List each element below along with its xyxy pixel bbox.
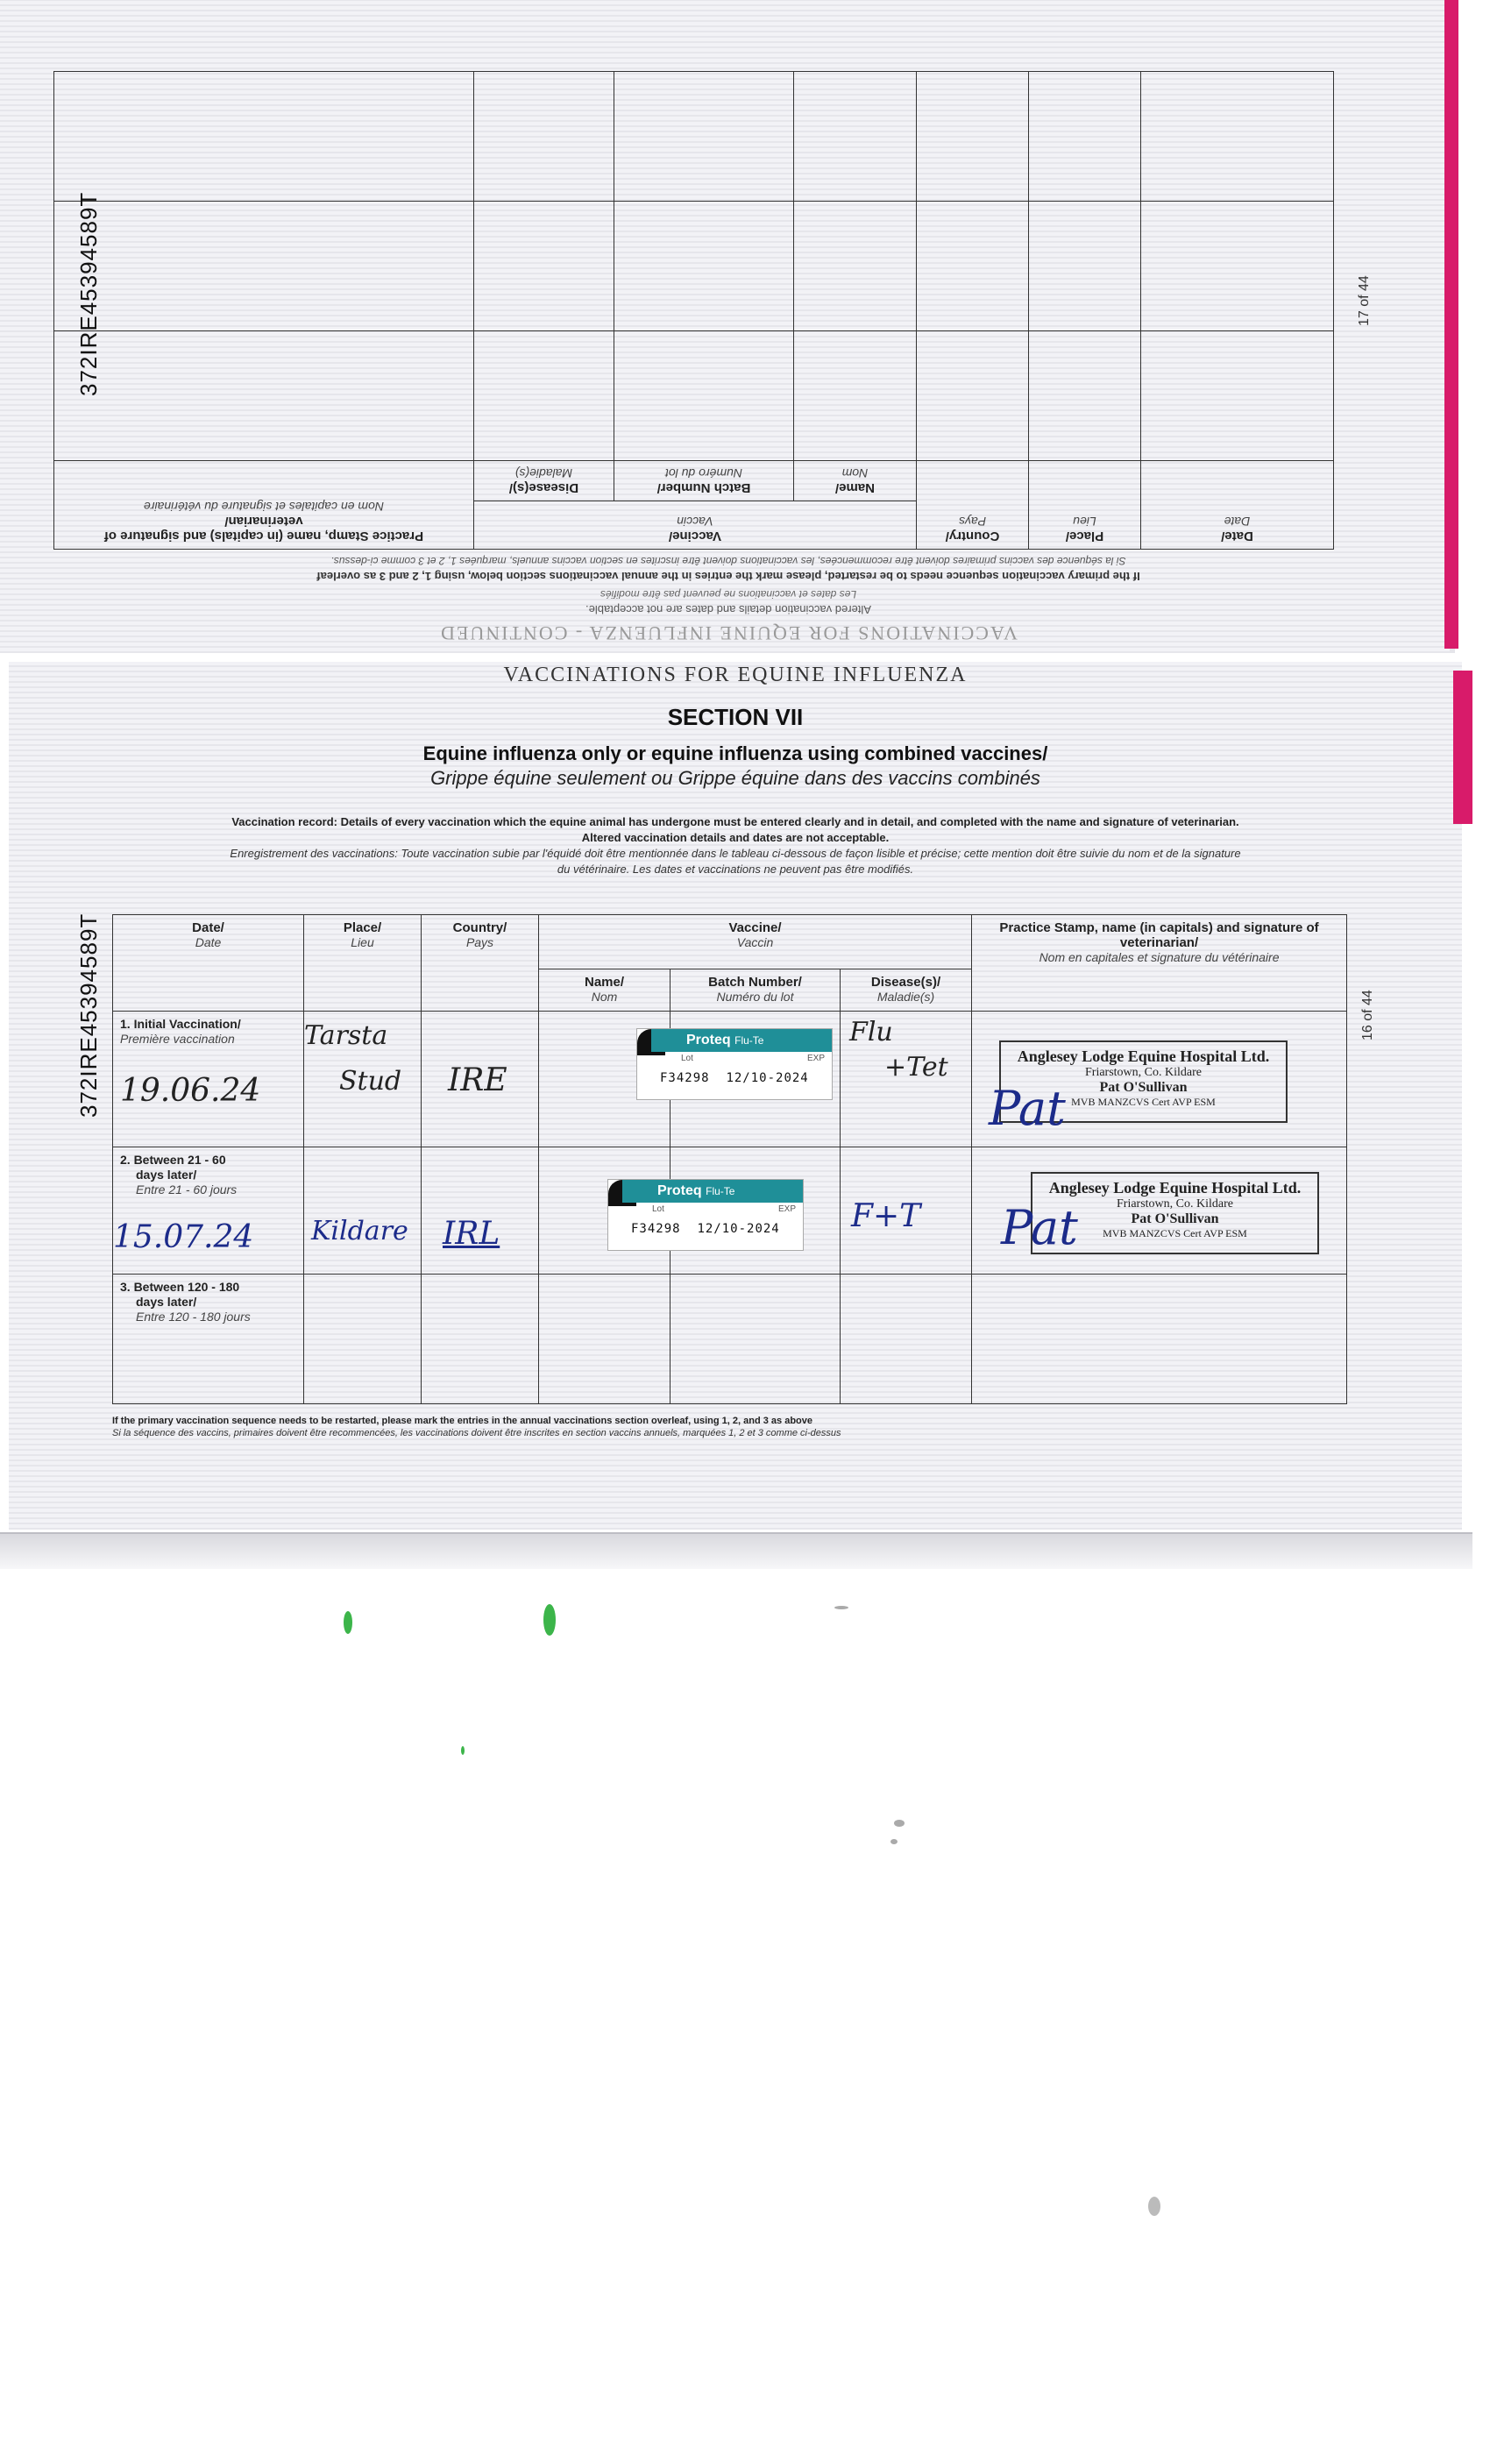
- place-cell: Kildare: [304, 1147, 422, 1275]
- section-subtitle-fr: Grippe équine seulement ou Grippe équine dans des vaccins combinés: [430, 767, 1040, 789]
- previous-page-vaccination-table: [53, 71, 1334, 550]
- previous-page-heading: VACCINATIONS FOR EQUINE INFLUENZA - CONTINUED: [439, 622, 1018, 644]
- prev-header-stamp: Practice Stamp, name (in capitals) and signature of veterinarian/ Nom en capitales et signature du vétérinaire: [53, 461, 473, 550]
- table-row-third: [113, 1275, 1347, 1404]
- vet-signature-1: Pat: [989, 1081, 1066, 1136]
- book-heading: VACCINATIONS FOR EQUINE INFLUENZA: [503, 664, 968, 686]
- header-disease: Disease(s)/ Maladie(s): [841, 969, 972, 1012]
- scan-speck: [894, 1820, 905, 1827]
- previous-page-note-3: If the primary vaccination sequence needs to be restarted, please mark the entries in the annual vaccinations section below, using 1, 2 and 3 as overleaf: [316, 570, 1140, 583]
- prev-header-country: Country/ Pays: [917, 461, 1029, 550]
- header-date: Date/ Date: [113, 915, 304, 1012]
- previous-page-note-1: Altered vaccination details and dates are not acceptable.: [585, 603, 871, 616]
- handwritten-date: 15.07.24: [113, 1219, 254, 1255]
- previous-page-upside-down: [0, 0, 1455, 653]
- record-instructions-2: Altered vaccination details and dates are not acceptable.: [581, 831, 890, 844]
- pink-page-edge: [1453, 671, 1472, 824]
- prev-header-name: Name/ Nom: [794, 461, 917, 501]
- prev-header-disease: Disease(s)/ Maladie(s): [473, 461, 614, 501]
- prev-table-row: [53, 72, 1333, 202]
- vaccine-sticker-1: Proteq Flu-Te Lot EXP F34298 12/10-2024: [636, 1028, 833, 1100]
- prev-table-row: [53, 202, 1333, 331]
- prev-header-vaccine: Vaccine/ Vaccin: [473, 501, 916, 550]
- vet-signature-2: Pat: [1001, 1200, 1078, 1255]
- previous-page-horse-id: 372IRE45394589T: [75, 191, 102, 396]
- header-vaccine: Vaccine/ Vaccin: [539, 915, 972, 969]
- country-cell: IRL: [422, 1147, 539, 1275]
- disease-cell: Flu +Tet: [841, 1012, 972, 1147]
- footer-note-fr: Si la séquence des vaccins, primaires doivent être recommencées, les vaccinations doivent être inscrites en section vaccins annuels, marquées 1, 2 et 3 comme ci-dessus: [112, 1428, 841, 1438]
- passport-page-section-vii: [9, 662, 1462, 1530]
- date-cell: 1. Initial Vaccination/ Première vaccination 19.06.24: [113, 1012, 304, 1147]
- prev-header-place: Place/ Lieu: [1029, 461, 1141, 550]
- date-cell: 3. Between 120 - 180 days later/ Entre 120 - 180 jours: [113, 1275, 304, 1404]
- footer-note: If the primary vaccination sequence needs to be restarted, please mark the entries in the annual vaccinations section overleaf, using 1, 2, and 3 as above: [112, 1416, 813, 1426]
- header-practice-stamp: Practice Stamp, name (in capitals) and signature of veterinarian/ Nom en capitales et signature du vétérinaire: [972, 915, 1347, 1012]
- place-cell: Tarsta Stud: [304, 1012, 422, 1147]
- handwritten-date: 19.06.24: [120, 1073, 261, 1109]
- page-bottom-edge: [0, 1532, 1472, 1569]
- scan-speck: [890, 1839, 898, 1844]
- green-ink-spot: [461, 1746, 465, 1755]
- previous-page-note-4: Si la séquence des vaccins primaires doivent être recommencées, les vaccinations doivent être inscrites en section vaccins annuels, marquées 1, 2 et 3 comme ci-dessus.: [330, 555, 1126, 567]
- record-instructions-fr: Enregistrement des vaccinations: Toute vaccination subie par l'équidé doit être mentionnée dans le tableau ci-dessous de façon lisible et précise; cette mention doit être suivie du nom et de la signature: [230, 847, 1241, 860]
- previous-page-note-2: Les dates et vaccinations ne peuvent pas être modifiés: [600, 588, 857, 600]
- scan-speck: [1148, 2197, 1160, 2216]
- previous-page-rotated-content: [0, 0, 1455, 653]
- pink-page-edge: [1444, 0, 1458, 649]
- prev-header-date: Date/ Date: [1141, 461, 1334, 550]
- prev-table-row: [53, 331, 1333, 461]
- country-cell: IRE: [422, 1012, 539, 1147]
- green-ink-spot: [344, 1611, 352, 1634]
- date-cell: 2. Between 21 - 60 days later/ Entre 21 - 60 jours 15.07.24: [113, 1147, 304, 1275]
- previous-page-number: 17 of 44: [1357, 275, 1372, 326]
- header-place: Place/ Lieu: [304, 915, 422, 1012]
- horse-id-vertical: 372IRE45394589T: [75, 912, 102, 1118]
- green-ink-spot: [543, 1604, 556, 1636]
- record-instructions: Vaccination record: Details of every vaccination which the equine animal has undergone must be entered clearly and in detail, and completed with the name and signature of veterinarian.: [231, 815, 1239, 828]
- practice-stamp-1: Anglesey Lodge Equine Hospital Ltd. Friarstown, Co. Kildare Pat O'Sullivan MVB MANZCVS Cert AVP ESM: [999, 1040, 1288, 1123]
- page-number: 16 of 44: [1360, 990, 1375, 1040]
- prev-header-batch: Batch Number/ Numéro du lot: [614, 461, 794, 501]
- header-name: Name/ Nom: [539, 969, 670, 1012]
- header-country: Country/ Pays: [422, 915, 539, 1012]
- section-subtitle: Equine influenza only or equine influenza using combined vaccines/: [422, 742, 1048, 764]
- practice-stamp-2: Anglesey Lodge Equine Hospital Ltd. Friarstown, Co. Kildare Pat O'Sullivan MVB MANZCVS Cert AVP ESM: [1031, 1172, 1319, 1254]
- scan-speck: [834, 1606, 848, 1609]
- vaccination-table: [112, 914, 1347, 1404]
- record-instructions-fr-2: du vétérinaire. Les dates et vaccinations ne peuvent pas être modifiés.: [557, 863, 914, 876]
- section-title: SECTION VII: [667, 704, 804, 730]
- header-batch: Batch Number/ Numéro du lot: [670, 969, 841, 1012]
- disease-cell: F+T: [841, 1147, 972, 1275]
- vaccine-sticker-2: Proteq Flu-Te Lot EXP F34298 12/10-2024: [607, 1179, 804, 1251]
